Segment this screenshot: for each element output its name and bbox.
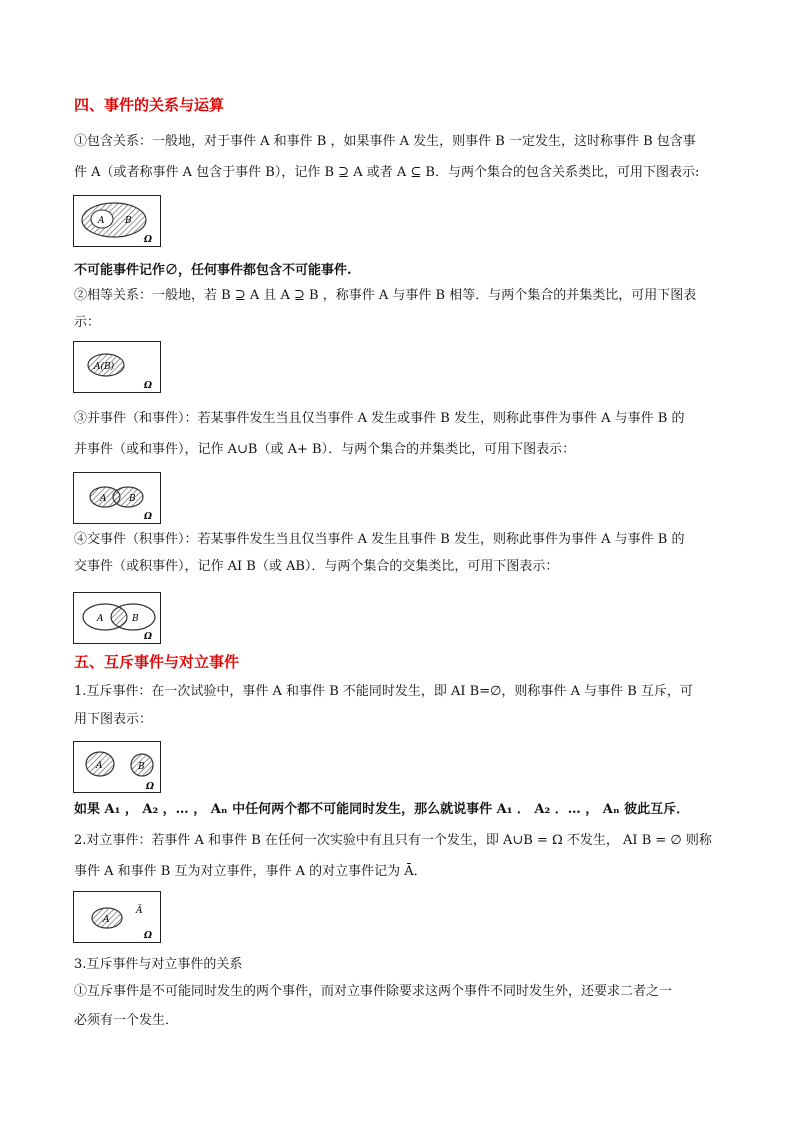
section4-heading: 四、事件的关系与运算 [74,96,225,114]
item1-line2: 件 A（或者称事件 A 包含于事件 B），记作 B ⊇ A 或者 A ⊆ B．与两个集合的包含关系类比，可用下图表示: [74,165,700,180]
fig6-label-abar: Ā [136,906,143,916]
fig3-label-a: A [100,494,107,504]
item1-line1: ①包含关系：一般地，对于事件 A 和事件 B ，如果事件 A 发生，则事件 B 一定发生，这时称事件 B 包含事 [74,134,696,149]
impossible-event-note: 不可能事件记作∅，任何事件都包含不可能事件. [74,263,352,278]
fig3-omega: Ω [144,512,153,522]
figure-mutually-exclusive [73,741,161,793]
p3-title: 3.互斥事件与对立事件的关系 [74,957,243,972]
item2-line1: ②相等关系：一般地，若 B ⊇ A 且 A ⊇ B ，称事件 A 与事件 B 相等．与两个集合的并集类比，可用下图表 [74,288,697,303]
figure-intersection [73,592,161,644]
figure-union [73,472,161,524]
fig6-omega: Ω [144,931,153,941]
fig1-omega: Ω [144,235,153,245]
fig4-label-b: B [132,614,139,624]
fig6-label-a: A [103,915,110,925]
fig2-label: A(B) [94,362,115,372]
section5-heading: 五、互斥事件与对立事件 [74,653,240,671]
item2-line2: 示： [74,315,101,330]
p3-line1: ①互斥事件是不可能同时发生的两个事件，而对立事件除要求这两个事件不同时发生外，还要求二者之一 [74,984,673,999]
figure-equality [73,341,161,393]
fig5-label-a: A [96,761,103,771]
fig3-label-b: B [129,494,136,504]
fig5-omega: Ω [146,782,155,792]
fig4-omega: Ω [144,632,153,642]
item4-line2: 交事件（或积事件），记作 AI B（或 AB）．与两个集合的交集类比，可用下图表示： [74,559,559,574]
item4-line1: ④交事件（积事件）：若某事件发生当且仅当事件 A 发生且事件 B 发生，则称此事件为事件 A 与事件 B 的 [74,532,685,547]
fig1-label-b: B [125,216,132,226]
p3-line2: 必须有一个发生． [74,1013,179,1028]
figure-inclusion [73,195,161,247]
fig1-label-a: A [98,216,105,226]
item3-line2: 并事件（或和事件），记作 A∪B（或 A+ B）．与两个集合的并集类比，可用下图表示： [74,442,576,457]
mutually-exclusive-note: 如果 A₁ ， A₂ ，… ， Aₙ 中任何两个都不可能同时发生，那么就说事件 A₁ ． A₂ ．… ， Aₙ 彼此互斥． [74,802,690,817]
item3-line1: ③并事件（和事件）：若某事件发生当且仅当事件 A 发生或事件 B 发生，则称此事件为事件 A 与事件 B 的 [74,411,685,426]
p2-line2: 事件 A 和事件 B 互为对立事件，事件 A 的对立事件记为 Ā． [74,864,427,879]
fig4-label-a: A [97,614,104,624]
p1-line2: 用下图表示： [74,712,153,727]
fig2-omega: Ω [144,381,153,391]
fig5-label-b: B [138,762,145,772]
figure-complementary [73,891,161,943]
p1-line1: 1.互斥事件：在一次试验中，事件 A 和事件 B 不能同时发生，即 AI B=∅，则称事件 A 与事件 B 互斥，可 [74,684,693,699]
p2-line1: 2.对立事件：若事件 A 和事件 B 在任何一次实验中有且只有一个发生，即 A∪B = Ω 不发生， AI B = ∅ 则称 [74,833,712,848]
